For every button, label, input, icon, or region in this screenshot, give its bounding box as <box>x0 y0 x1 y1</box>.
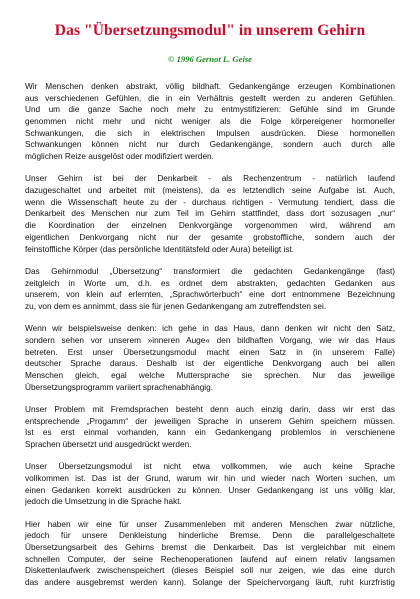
text-line: unserem, von klein auf erlernten, „Sprachwörterbuch“ eine dort entnommene Bezeichnung <box>25 290 395 300</box>
text-line: vollkommen ist. Das ist der Grund, warum wir hin und wieder nach Worten suchen, um <box>25 473 395 483</box>
text-line: eigentlichen Denkvorgang nicht nur der gesamte grobstoffliche, sondern auch der <box>25 232 395 242</box>
text-line: deutscher Sprache daraus. Deshalb ist der eigentliche Denkvorgang auch bei allen <box>25 359 395 369</box>
paragraph <box>25 81 395 163</box>
text-line: Sprachen übersetzt und ausgedrückt werden. <box>25 439 192 449</box>
text-line: Wenn wir beispielsweise denken: ich gehe in das Haus, dann denken wir nicht den Satz, <box>25 324 395 334</box>
text-line: Und um die ganze Sache noch mehr zu entmystifizieren: Gefühle sind im Grunde <box>25 105 395 115</box>
text-line: Das Gehirnmodul „Übersetzung“ transformiert die gedachten Gedankengänge (fast) <box>25 266 395 276</box>
paragraph <box>25 266 395 313</box>
text-line: Unser Übersetzungsmodul ist nicht etwa vollkommen, wie auch keine Sprache <box>25 462 395 472</box>
text-line: Unser Gehirn ist bei der Denkarbeit - als Rechenzentrum - natürlich laufend <box>25 174 395 184</box>
text-line: entsprechende „Progamm“ der jeweiligen Sprache in unserem Gehirn speichern müssen. <box>25 416 395 426</box>
text-line: aus verschiedenen Gefühlen, die in ein Verhältnis gestellt werden zu anderen Gefühlen. <box>25 93 395 103</box>
text-line: feinstoffliche Körper (das persönliche Identitätsfeld oder Aura) beteiligt ist. <box>25 244 295 254</box>
paragraph <box>25 323 395 393</box>
text-line: Menschen gleich, egal welche Muttersprache sie sprechen. Nur das jeweilige <box>25 370 395 380</box>
document-title: Das "Übersetzungsmodul" in unserem Gehirn <box>54 22 366 39</box>
text-line: zu, von dem es annimmt, dass sie für jenen Gedankengang am zutreffendsten sei. <box>25 301 327 311</box>
text-line: Denkarbeit des Menschen nur zum Teil im Gehirn stattfindet, dass dort sozusagen „nur“ <box>25 209 395 219</box>
text-line: wenn die Wissenschaft heute zu der - durchaus richtigen - Vermutung tendiert, dass die <box>25 197 395 207</box>
text-line: betreten. Erst unser Übersetzungsmodul macht einen Satz in (in unserem Falle) <box>25 347 395 357</box>
article-body <box>25 81 395 599</box>
paragraph <box>25 519 395 589</box>
text-line: Ist es erst einmal vorhanden, kann ein Gedankengang problemlos in verschienene <box>25 428 395 438</box>
text-line: die Koordination der einzelnen Denkvorgänge vorgenommen wird, während am <box>25 221 395 231</box>
copyright-line: © 1996 Gernot L. Geise <box>168 54 252 64</box>
text-line: dazugeschaltet und arbeitet mit (meistens), da es letztendlich seine Aufgabe ist. Auch, <box>25 186 395 196</box>
text-line: zeitgleich in Worte um, d.h. es ordnet dem abstrakten, gedachten Gedanken aus <box>25 278 395 288</box>
paragraph <box>25 173 395 255</box>
text-line: jedoch die Umsetzung in die Sprache hakt. <box>25 497 182 507</box>
text-line: sondern sehen vor unserem »inneren Auge« den bildhaften Vorgang, wie wir das Haus <box>25 335 395 345</box>
paragraph <box>25 404 395 451</box>
text-line: das andere ausgebremst werden kann). Solange der Speichervorgang läuft, ruht kurzfristig <box>25 578 395 587</box>
text-line: schnellen Computer, der seine Rechenoperationen laufend auf einem relativ langsamen <box>25 554 395 564</box>
paragraph <box>25 461 395 508</box>
text-line: genommen nicht mehr und nicht weniger als die Folge körpereigener hormoneller <box>25 117 395 127</box>
text-line: möglichen Reize ausgelöst oder modifiziert werden. <box>25 152 214 162</box>
text-line: Schwankungen können nicht nur durch Gedankengänge, sondern auch durch alle <box>25 140 395 150</box>
text-line: Schwankungen, die sich in elektrischen Impulsen ausdrücken. Diese hormonellen <box>25 128 395 138</box>
text-line: jedoch für unsere Denkleistung hinderliche Bremse. Denn die parallelgeschaltete <box>25 531 395 541</box>
text-line: Unser Problem mit Fremdsprachen besteht denn auch einzig darin, dass wir erst das <box>25 404 395 414</box>
text-line: Übersetzungsarbeit des Gehirns bremst die Denkarbeit. Das ist vergleichbar mit einem <box>25 542 395 552</box>
text-line: einen Gedanken korrekt ausdrücken zu können. Unser Gedankengang ist uns völlig klar, <box>25 485 395 495</box>
text-line: Wir Menschen denken abstrakt, völlig bildhaft. Gedankengänge erzeugen Kombinationen <box>25 82 395 91</box>
text-line: Diskettenlaufwerk zwischenspeichert (dieses Beispiel soll nur zeigen, wie das eine durch <box>25 566 395 576</box>
text-line: Übersetzungsprogramm variiert sprachenabhängig. <box>25 382 214 392</box>
text-line: Hier haben wir eine für unser Zusammenleben mit anderen Menschen zwar nützliche, <box>25 519 395 529</box>
